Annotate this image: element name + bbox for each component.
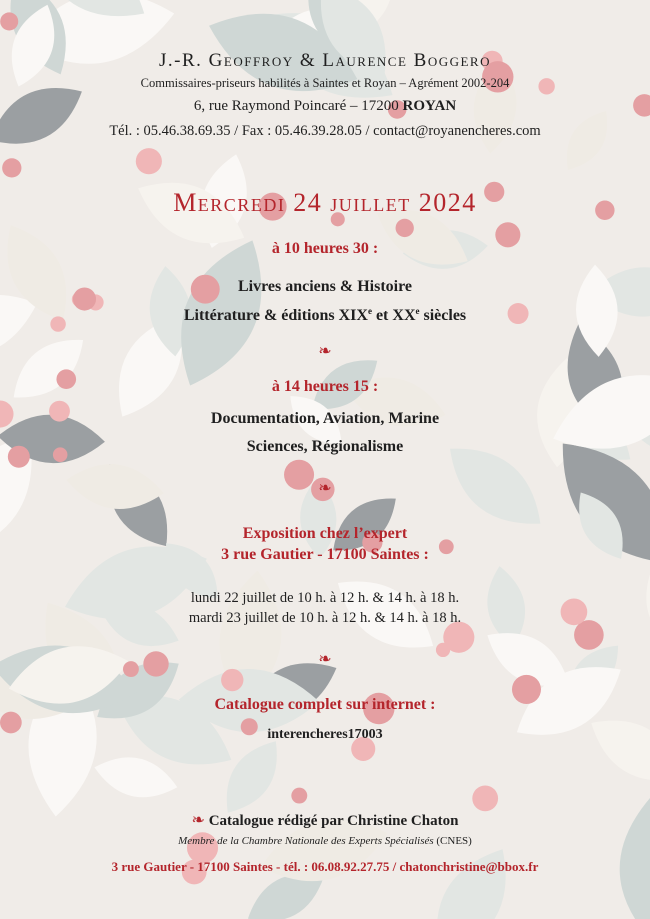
session1-line1: Livres anciens & Histoire — [237, 278, 413, 295]
session2-line2: Sciences, Régionalisme — [246, 438, 404, 455]
exhibition-address: 3 rue Gautier - 17100 Saintes : — [221, 546, 429, 563]
exhibition-title: Exposition chez l’expert — [242, 525, 408, 542]
ornament-divider-2: ❧ — [318, 480, 332, 497]
session1-line2 — [0, 306, 650, 325]
expert-label-text: Catalogue rédigé par Christine Chaton — [208, 813, 459, 829]
address-city: ROYAN — [402, 98, 457, 114]
auctioneers-subtitle: Commissaires-priseurs habilités à Saintes et Royan – Agrément 2002-204 — [140, 76, 510, 90]
session1-line2-mid: et XX — [371, 307, 416, 324]
session1-line2-suffix: siècles — [419, 307, 467, 324]
expert-ornament: ❧ — [191, 812, 205, 829]
catalogue-title: Catalogue complet sur internet : — [214, 696, 436, 713]
session1-line2-prefix: Littérature & éditions XIX — [183, 307, 368, 324]
expert-membership-text: Membre de la Chambre Nationale des Experts Spécialisés — [178, 835, 434, 847]
exhibition-day1: lundi 22 juillet de 10 h. à 12 h. & 14 h. à 18 h. — [190, 590, 460, 606]
sale-date: Mercredi 24 juillet 2024 — [173, 188, 477, 217]
session1-time: à 10 heures 30 : — [271, 240, 379, 257]
sup-20th: e — [415, 306, 420, 316]
expert-membership — [0, 835, 650, 847]
auctioneers-name: J.-R. Geoffroy & Laurence Boggero — [159, 50, 491, 71]
expert-label — [0, 810, 650, 830]
sup-19th: e — [367, 306, 372, 316]
auction-house-address — [0, 98, 650, 115]
expert-contact: 3 rue Gautier - 17100 Saintes - tél. : 06.08.92.27.75 / chatonchristine@bbox.fr — [111, 859, 539, 874]
address-street: 6, rue Raymond Poincaré – 17200 — [193, 98, 403, 114]
auction-house-contact: Tél. : 05.46.38.69.35 / Fax : 05.46.39.28.05 / contact@royanencheres.com — [109, 123, 541, 139]
ornament-divider-3: ❧ — [318, 651, 332, 668]
exhibition-day2: mardi 23 juillet de 10 h. à 12 h. & 14 h. à 18 h. — [188, 610, 462, 626]
session2-line1: Documentation, Aviation, Marine — [210, 410, 440, 427]
ornament-divider-1: ❧ — [318, 343, 332, 360]
catalogue-code: interencheres17003 — [267, 727, 383, 742]
expert-membership-abbr: (CNES) — [433, 835, 472, 847]
session2-time: à 14 heures 15 : — [271, 378, 379, 395]
